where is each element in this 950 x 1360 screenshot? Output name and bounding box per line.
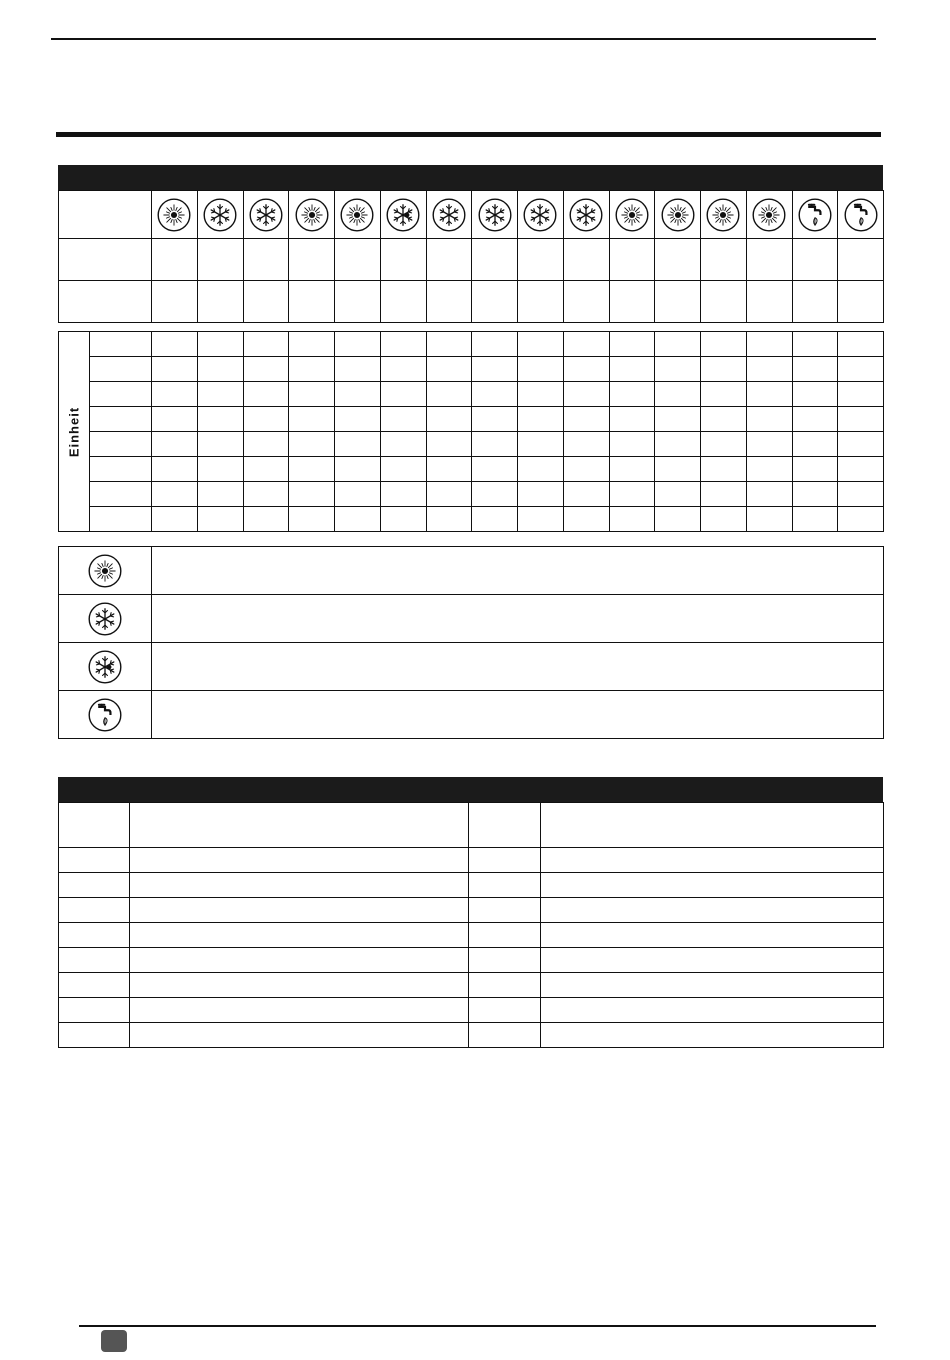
parts-cell bbox=[59, 848, 130, 873]
unit-value-cell bbox=[518, 432, 564, 457]
unit-value-cell bbox=[655, 407, 701, 432]
parts-cell bbox=[541, 873, 884, 898]
mode-value-cell bbox=[472, 281, 518, 323]
mode-value-cell bbox=[426, 239, 472, 281]
parts-cell bbox=[59, 1023, 130, 1048]
parts-cell bbox=[130, 973, 469, 998]
unit-row bbox=[59, 382, 884, 407]
unit-name-cell bbox=[90, 407, 152, 432]
parts-cell bbox=[59, 873, 130, 898]
unit-value-cell bbox=[426, 482, 472, 507]
parts-cell bbox=[130, 948, 469, 973]
unit-value-cell bbox=[563, 407, 609, 432]
mode-value-cell bbox=[518, 281, 564, 323]
unit-value-cell bbox=[838, 507, 884, 532]
unit-row bbox=[59, 507, 884, 532]
parts-header-cell bbox=[59, 803, 130, 848]
mode-value-cell bbox=[243, 281, 289, 323]
unit-value-cell bbox=[792, 407, 838, 432]
unit-value-cell bbox=[380, 482, 426, 507]
mode-table bbox=[58, 190, 884, 323]
mode-value-cell bbox=[243, 239, 289, 281]
unit-value-cell bbox=[655, 382, 701, 407]
unit-value-cell bbox=[838, 407, 884, 432]
unit-name-cell bbox=[90, 482, 152, 507]
unit-value-cell bbox=[472, 507, 518, 532]
parts-cell bbox=[469, 873, 541, 898]
snowflake-icon bbox=[59, 602, 151, 636]
unit-value-cell bbox=[197, 482, 243, 507]
sun-icon bbox=[610, 198, 655, 232]
parts-cell bbox=[469, 848, 541, 873]
parts-cell bbox=[59, 973, 130, 998]
unit-row bbox=[59, 332, 884, 357]
unit-value-cell bbox=[335, 432, 381, 457]
unit-side-label: Einheit bbox=[66, 406, 82, 457]
unit-value-cell bbox=[380, 432, 426, 457]
unit-value-cell bbox=[197, 457, 243, 482]
unit-name-cell bbox=[90, 507, 152, 532]
mode-row-label-cell bbox=[59, 191, 152, 239]
unit-value-cell bbox=[701, 507, 747, 532]
mode-value-cell bbox=[335, 239, 381, 281]
unit-value-cell bbox=[152, 482, 198, 507]
unit-value-cell bbox=[472, 382, 518, 407]
mode-value-cell bbox=[792, 239, 838, 281]
unit-value-cell bbox=[426, 332, 472, 357]
legend-icon-cell bbox=[59, 595, 152, 643]
parts-row bbox=[59, 1023, 884, 1048]
sun-icon bbox=[289, 198, 334, 232]
mode-value-cell bbox=[792, 281, 838, 323]
unit-value-cell bbox=[518, 332, 564, 357]
unit-value-cell bbox=[518, 482, 564, 507]
parts-cell bbox=[130, 923, 469, 948]
unit-value-cell bbox=[426, 507, 472, 532]
unit-value-cell bbox=[609, 357, 655, 382]
mode-column-cell bbox=[792, 191, 838, 239]
parts-table-header-bar bbox=[58, 777, 883, 802]
unit-value-cell bbox=[518, 357, 564, 382]
parts-cell bbox=[541, 998, 884, 1023]
mode-column-cell bbox=[838, 191, 884, 239]
top-rule bbox=[51, 38, 876, 40]
parts-row bbox=[59, 998, 884, 1023]
unit-value-cell bbox=[792, 332, 838, 357]
mode-value-cell bbox=[289, 239, 335, 281]
mode-value-cell bbox=[152, 281, 198, 323]
unit-value-cell bbox=[609, 482, 655, 507]
unit-value-cell bbox=[518, 407, 564, 432]
unit-value-cell bbox=[701, 482, 747, 507]
unit-row bbox=[59, 357, 884, 382]
mode-column-cell bbox=[472, 191, 518, 239]
parts-header-cell bbox=[541, 803, 884, 848]
parts-cell bbox=[59, 898, 130, 923]
mode-icon-row bbox=[59, 191, 884, 239]
unit-value-cell bbox=[243, 482, 289, 507]
mode-column-cell bbox=[563, 191, 609, 239]
snow-sun-icon bbox=[381, 198, 426, 232]
unit-name-cell bbox=[90, 357, 152, 382]
parts-header-cell bbox=[130, 803, 469, 848]
unit-value-cell bbox=[243, 332, 289, 357]
parts-cell bbox=[541, 923, 884, 948]
legend-row bbox=[59, 595, 884, 643]
parts-cell bbox=[130, 1023, 469, 1048]
unit-value-cell bbox=[701, 407, 747, 432]
legend-description-cell bbox=[152, 691, 884, 739]
unit-table bbox=[58, 331, 884, 532]
unit-value-cell bbox=[152, 457, 198, 482]
sun-icon bbox=[701, 198, 746, 232]
unit-value-cell bbox=[655, 507, 701, 532]
mode-column-cell bbox=[518, 191, 564, 239]
unit-value-cell bbox=[792, 357, 838, 382]
unit-value-cell bbox=[472, 482, 518, 507]
unit-value-cell bbox=[152, 332, 198, 357]
sun-icon bbox=[747, 198, 792, 232]
mode-value-cell bbox=[426, 281, 472, 323]
mode-row-label-cell bbox=[59, 239, 152, 281]
unit-row bbox=[59, 407, 884, 432]
unit-value-cell bbox=[335, 457, 381, 482]
parts-cell bbox=[59, 923, 130, 948]
parts-row bbox=[59, 948, 884, 973]
unit-value-cell bbox=[380, 332, 426, 357]
legend-icon-cell bbox=[59, 547, 152, 595]
unit-value-cell bbox=[380, 457, 426, 482]
unit-value-cell bbox=[335, 407, 381, 432]
unit-value-cell bbox=[243, 507, 289, 532]
unit-value-cell bbox=[838, 357, 884, 382]
mode-value-cell bbox=[838, 281, 884, 323]
unit-value-cell bbox=[746, 482, 792, 507]
unit-value-cell bbox=[426, 457, 472, 482]
mode-value-cell bbox=[563, 281, 609, 323]
unit-value-cell bbox=[563, 432, 609, 457]
unit-name-cell bbox=[90, 332, 152, 357]
unit-side-label-cell bbox=[59, 332, 90, 532]
parts-cell bbox=[130, 873, 469, 898]
unit-value-cell bbox=[243, 357, 289, 382]
unit-value-cell bbox=[289, 482, 335, 507]
unit-name-cell bbox=[90, 457, 152, 482]
unit-value-cell bbox=[472, 432, 518, 457]
parts-table bbox=[58, 802, 884, 1048]
mode-value-cell bbox=[563, 239, 609, 281]
unit-value-cell bbox=[609, 332, 655, 357]
legend-row bbox=[59, 643, 884, 691]
unit-value-cell bbox=[609, 407, 655, 432]
mode-table-header-bar bbox=[58, 165, 883, 190]
unit-value-cell bbox=[792, 432, 838, 457]
parts-cell bbox=[541, 848, 884, 873]
mode-value-cell bbox=[746, 239, 792, 281]
unit-value-cell bbox=[838, 332, 884, 357]
unit-value-cell bbox=[426, 382, 472, 407]
unit-value-cell bbox=[335, 507, 381, 532]
unit-value-cell bbox=[609, 432, 655, 457]
legend-icon-cell bbox=[59, 643, 152, 691]
unit-value-cell bbox=[609, 507, 655, 532]
unit-value-cell bbox=[746, 457, 792, 482]
unit-value-cell bbox=[472, 457, 518, 482]
unit-value-cell bbox=[472, 332, 518, 357]
unit-value-cell bbox=[472, 407, 518, 432]
unit-value-cell bbox=[655, 357, 701, 382]
snowflake-icon bbox=[472, 198, 517, 232]
legend-description-cell bbox=[152, 595, 884, 643]
parts-cell bbox=[541, 973, 884, 998]
mode-column-cell bbox=[197, 191, 243, 239]
unit-value-cell bbox=[518, 382, 564, 407]
unit-value-cell bbox=[197, 432, 243, 457]
page-number-badge bbox=[101, 1330, 127, 1352]
unit-value-cell bbox=[289, 382, 335, 407]
unit-value-cell bbox=[335, 357, 381, 382]
mode-column-cell bbox=[289, 191, 335, 239]
mode-value-cell bbox=[609, 281, 655, 323]
unit-value-cell bbox=[197, 332, 243, 357]
unit-value-cell bbox=[746, 332, 792, 357]
mode-column-cell bbox=[152, 191, 198, 239]
unit-value-cell bbox=[289, 432, 335, 457]
unit-value-cell bbox=[335, 382, 381, 407]
parts-row bbox=[59, 923, 884, 948]
unit-value-cell bbox=[792, 457, 838, 482]
parts-cell bbox=[130, 998, 469, 1023]
legend-table bbox=[58, 546, 884, 739]
mode-column-cell bbox=[655, 191, 701, 239]
unit-value-cell bbox=[426, 407, 472, 432]
mode-value-cell bbox=[609, 239, 655, 281]
unit-value-cell bbox=[792, 482, 838, 507]
parts-cell bbox=[469, 998, 541, 1023]
mode-value-cell bbox=[655, 281, 701, 323]
unit-value-cell bbox=[746, 407, 792, 432]
unit-value-cell bbox=[152, 407, 198, 432]
parts-cell bbox=[541, 1023, 884, 1048]
mode-value-cell bbox=[838, 239, 884, 281]
parts-cell bbox=[469, 1023, 541, 1048]
mode-value-cell bbox=[335, 281, 381, 323]
unit-value-cell bbox=[655, 432, 701, 457]
unit-value-cell bbox=[152, 432, 198, 457]
unit-value-cell bbox=[563, 382, 609, 407]
footer-rule bbox=[79, 1325, 876, 1327]
unit-value-cell bbox=[701, 432, 747, 457]
mode-value-cell bbox=[197, 239, 243, 281]
faucet-icon bbox=[59, 698, 151, 732]
legend-icon-cell bbox=[59, 691, 152, 739]
unit-value-cell bbox=[197, 382, 243, 407]
faucet-icon bbox=[838, 198, 883, 232]
unit-value-cell bbox=[335, 482, 381, 507]
mode-column-cell bbox=[380, 191, 426, 239]
mode-value-row bbox=[59, 239, 884, 281]
unit-value-cell bbox=[380, 507, 426, 532]
unit-value-cell bbox=[197, 357, 243, 382]
sun-icon bbox=[655, 198, 700, 232]
parts-cell bbox=[59, 948, 130, 973]
unit-value-cell bbox=[563, 507, 609, 532]
unit-value-cell bbox=[335, 332, 381, 357]
unit-value-cell bbox=[746, 382, 792, 407]
unit-row bbox=[59, 482, 884, 507]
parts-row bbox=[59, 898, 884, 923]
mode-value-cell bbox=[289, 281, 335, 323]
unit-name-cell bbox=[90, 432, 152, 457]
unit-value-cell bbox=[655, 457, 701, 482]
mode-column-cell bbox=[426, 191, 472, 239]
parts-cell bbox=[541, 948, 884, 973]
mode-column-cell bbox=[701, 191, 747, 239]
mode-value-cell bbox=[380, 281, 426, 323]
mode-value-cell bbox=[472, 239, 518, 281]
unit-value-cell bbox=[518, 507, 564, 532]
mode-value-cell bbox=[518, 239, 564, 281]
mode-value-row bbox=[59, 281, 884, 323]
parts-cell bbox=[469, 948, 541, 973]
unit-value-cell bbox=[746, 507, 792, 532]
sun-icon bbox=[335, 198, 380, 232]
parts-cell bbox=[469, 973, 541, 998]
unit-value-cell bbox=[701, 382, 747, 407]
snowflake-icon bbox=[198, 198, 243, 232]
unit-value-cell bbox=[701, 357, 747, 382]
parts-cell bbox=[130, 848, 469, 873]
unit-value-cell bbox=[655, 482, 701, 507]
mode-value-cell bbox=[746, 281, 792, 323]
unit-value-cell bbox=[289, 332, 335, 357]
unit-value-cell bbox=[838, 382, 884, 407]
mode-column-cell bbox=[335, 191, 381, 239]
mode-column-cell bbox=[609, 191, 655, 239]
unit-value-cell bbox=[655, 332, 701, 357]
legend-description-cell bbox=[152, 643, 884, 691]
unit-value-cell bbox=[380, 382, 426, 407]
mode-row-label-cell bbox=[59, 281, 152, 323]
parts-cell bbox=[469, 923, 541, 948]
unit-value-cell bbox=[152, 382, 198, 407]
unit-value-cell bbox=[426, 432, 472, 457]
mode-value-cell bbox=[701, 281, 747, 323]
unit-value-cell bbox=[563, 357, 609, 382]
unit-value-cell bbox=[746, 432, 792, 457]
unit-value-cell bbox=[152, 507, 198, 532]
unit-value-cell bbox=[152, 357, 198, 382]
parts-header-cell bbox=[469, 803, 541, 848]
legend-row bbox=[59, 547, 884, 595]
unit-value-cell bbox=[838, 482, 884, 507]
snowflake-icon bbox=[518, 198, 563, 232]
unit-value-cell bbox=[289, 457, 335, 482]
unit-name-cell bbox=[90, 382, 152, 407]
unit-value-cell bbox=[197, 407, 243, 432]
unit-value-cell bbox=[289, 357, 335, 382]
snowflake-icon bbox=[427, 198, 472, 232]
unit-value-cell bbox=[197, 507, 243, 532]
faucet-icon bbox=[793, 198, 838, 232]
unit-value-cell bbox=[701, 332, 747, 357]
unit-row bbox=[59, 457, 884, 482]
mode-value-cell bbox=[152, 239, 198, 281]
snowflake-icon bbox=[564, 198, 609, 232]
unit-value-cell bbox=[243, 432, 289, 457]
unit-value-cell bbox=[792, 507, 838, 532]
unit-value-cell bbox=[609, 382, 655, 407]
snowflake-icon bbox=[244, 198, 289, 232]
mode-value-cell bbox=[380, 239, 426, 281]
unit-value-cell bbox=[518, 457, 564, 482]
unit-row bbox=[59, 432, 884, 457]
section-rule bbox=[56, 132, 881, 137]
legend-row bbox=[59, 691, 884, 739]
unit-value-cell bbox=[563, 482, 609, 507]
unit-value-cell bbox=[380, 357, 426, 382]
mode-value-cell bbox=[197, 281, 243, 323]
unit-value-cell bbox=[243, 457, 289, 482]
parts-cell bbox=[541, 898, 884, 923]
snow-sun-icon bbox=[59, 650, 151, 684]
mode-value-cell bbox=[701, 239, 747, 281]
parts-cell bbox=[130, 898, 469, 923]
parts-row bbox=[59, 848, 884, 873]
legend-description-cell bbox=[152, 547, 884, 595]
unit-value-cell bbox=[701, 457, 747, 482]
mode-value-cell bbox=[655, 239, 701, 281]
unit-value-cell bbox=[426, 357, 472, 382]
unit-value-cell bbox=[838, 432, 884, 457]
unit-value-cell bbox=[746, 357, 792, 382]
unit-value-cell bbox=[838, 457, 884, 482]
parts-cell bbox=[469, 898, 541, 923]
mode-column-cell bbox=[746, 191, 792, 239]
unit-value-cell bbox=[243, 382, 289, 407]
unit-value-cell bbox=[289, 407, 335, 432]
sun-icon bbox=[59, 554, 151, 588]
parts-row bbox=[59, 973, 884, 998]
unit-value-cell bbox=[792, 382, 838, 407]
parts-row bbox=[59, 873, 884, 898]
unit-value-cell bbox=[243, 407, 289, 432]
parts-cell bbox=[59, 998, 130, 1023]
unit-value-cell bbox=[472, 357, 518, 382]
unit-value-cell bbox=[563, 332, 609, 357]
unit-value-cell bbox=[380, 407, 426, 432]
unit-value-cell bbox=[289, 507, 335, 532]
parts-header-row bbox=[59, 803, 884, 848]
unit-value-cell bbox=[563, 457, 609, 482]
sun-icon bbox=[152, 198, 197, 232]
mode-column-cell bbox=[243, 191, 289, 239]
unit-value-cell bbox=[609, 457, 655, 482]
